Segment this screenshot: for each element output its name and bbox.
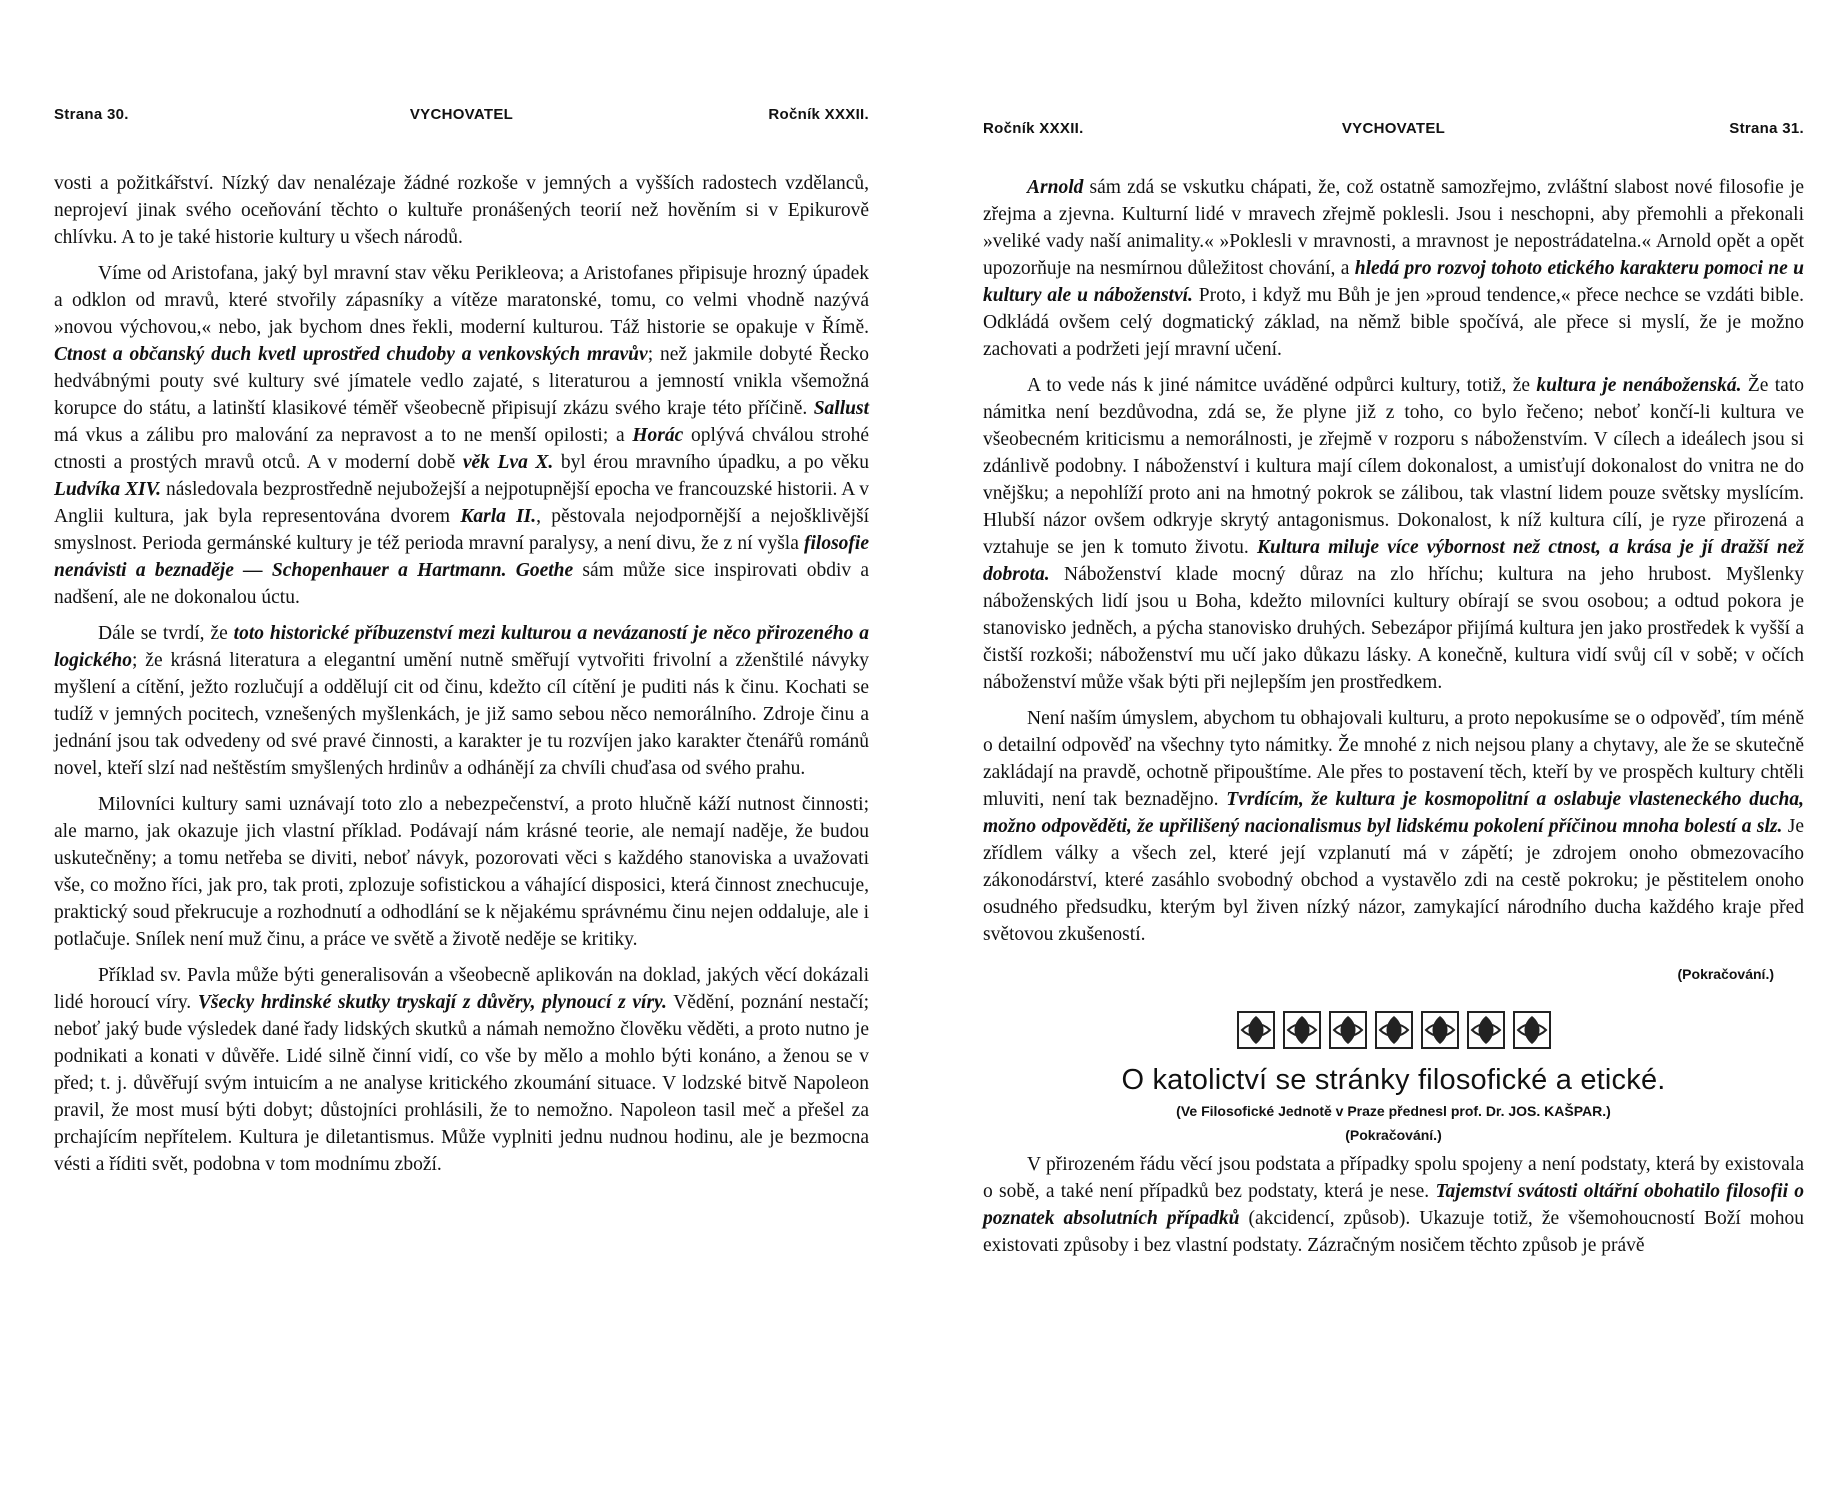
emphasis-text: toto historické příbuzenství mezi kulturou a nevázaností je něco přirozeného a logického (54, 623, 869, 671)
right-page-number: Strana 31. (1729, 120, 1804, 137)
paragraph (54, 962, 869, 1178)
right-running-head (983, 120, 1804, 154)
right-journal-title: VYCHOVATEL (1341, 120, 1446, 137)
article-continued: (Pokračování.) (1345, 1127, 1442, 1143)
text-run: Náboženství klade mocný důraz na zlo hříchu; kultura na jeho hrubost. Myšlenky náboženských lidí jsou u Boha, kdežto milovníci kultury obírají se svou osobou; a odtud pokora je stanovisko jedněch, a pýcha stanovisko druhých. Sebezápor přijímá kultura jen jako prostředek k vyšší a čistší rozkoši; náboženství mu učí jako důkazu lásky. A konečně, kultura vidí svůj cíl v sobě; v očích náboženství může však býti při nejlepším jen prostředkem. (983, 564, 1804, 693)
emphasis-text: Tvrdícím, že kultura je kosmopolitní a oslabuje vlasteneckého ducha, možno odpověděti, že upřilišený nacionalismus byl lidskému pokolení příčinou mnoha bolestí a slz. (983, 789, 1804, 837)
paragraph (54, 791, 869, 953)
text-run: následovala bezprostředně nejubožejší a nejpotupnější epocha ve francouzské historii. A v Anglii kultura, jak byla representována dvorem (54, 479, 869, 527)
paragraph (54, 260, 869, 611)
text-run: Není naším úmyslem, abychom tu obhajovali kulturu, a proto nepokusíme se o odpověď, tím méně o detailní odpověď na všechny tyto námitky. Že mnohé z nich nejsou plany a chytavy, ale že se skutečně zakládají na pravdě, ochotně připouštíme. Ale přes to postavení těch, kteří by ve prospěch kultury chtěli mluviti, není tak beznadějno. (983, 708, 1804, 810)
paragraph (983, 372, 1804, 696)
article-title: O katolictví se stránky filosofické a etické. (1121, 1064, 1666, 1096)
emphasis-text: kultura je nenáboženská. (1536, 375, 1742, 396)
text-run: Že tato námitka není bezdůvodna, zdá se, že plyne již z toho, co bylo řečeno; neboť končí-li kultura ve všeobecném kriticismu a nemorálnosti, je zřejmě v rozporu s náboženstvím. V cílech a ideálech jsou si zdánlivě podobny. I náboženství i kultura mají cílem dokonalost, a umisťují dokonalost do vnitra ne do vnějšku; a nepohlíží proto ani na hmotný pokrok se zálibou, tak vlastní lidem pouze světsky myslícím. Hlubší názor ovšem odkryje skrytý antagonismus. Dokonalost, k níž kultura cílí, je ryze přirozená a vztahuje se jen k tomuto životu. (983, 375, 1805, 558)
emphasis-text: Tajemství svátosti oltářní obohatilo filosofii o poznatek absolutních případků (983, 1181, 1804, 1229)
floral-ornament-icon (983, 1010, 1804, 1050)
text-run: Příklad sv. Pavla může býti generalisován a všeobecně aplikován na doklad, jakých věcí dokázali lidé horoucí víry. (54, 965, 869, 1013)
emphasis-text: hledá pro rozvoj tohoto etického karakteru pomoci ne u kultury ale u náboženství. (983, 258, 1805, 306)
emphasis-text: Sallust (813, 398, 869, 419)
text-run: Proto, i když mu Bůh je jen »proud tendence,« přece nechce se vzdáti bible. Odkládá ovšem celý dogmatický základ, na němž bible spočívá, ale přece si myslí, že je možno zachovati a podržeti její mravní učení. (983, 285, 1805, 360)
text-run: ; že krásná literatura a elegantní umění nutně směřují vytvořiti frivolní a zženštilé návyky myšlení a cítění, ježto rozlučují a oddělují cit od činu, kdežto cíl cítění je puditi nás k činu. Kochati se tudíž v jemných pocitech, vznešených myšlenkách, je již samo sebou něco nemorálního. Zdroje činu a jednání jsou tak odvedeny od své pravé činnosti, a karakter je tu rozvíjen jako karakter čtenářů románů novel, kteří slzí nad neštěstím smyšlených hrdinův a odhánějí za chvíli chuďasa od svého prahu. (54, 650, 869, 779)
emphasis-text: Kultura miluje více výbornost než ctnost, a krása je jí dražší než dobrota. (983, 537, 1804, 585)
floral-ornament-icon (1512, 1010, 1552, 1050)
text-run: Je zřídlem války a všech zel, které její vzplanutí má v zápětí; je zdrojem onoho obmezovacího zákonodárství, které zasáhlo svobodný obchod a vystavělo zdi na cestě pokroku; je pěstitelem onoho osudného předsudku, kterým byl živen nízký názor, zamykající národního ducha každého kraje před světovou zkušeností. (983, 816, 1804, 945)
text-run: byl érou mravního úpadku, a po věku (553, 452, 870, 473)
right-page (919, 0, 1838, 1500)
left-running-head (54, 106, 869, 140)
text-run: má vkus a zálibu pro malování za nepravost a to ne menší opilosti; a (54, 425, 633, 446)
text-run: sám může sice inspirovati obdiv a nadšení, ale ne dokonalou úctu. (54, 560, 870, 608)
floral-ornament-icon (1374, 1010, 1414, 1050)
right-volume: Ročník XXXII. (983, 120, 1084, 137)
emphasis-text: věk Lva X. (462, 452, 554, 473)
floral-ornament-icon (1282, 1010, 1322, 1050)
text-run: V přirozeném řádu věcí jsou podstata a případky spolu spojeny a není podstaty, která by existovala o sobě, a také není případků bez podstaty, která je nese. (983, 1154, 1804, 1202)
emphasis-text: Ctnost a občanský duch kvetl uprostřed chudoby a venkovských mravův (54, 344, 648, 365)
left-journal-title: VYCHOVATEL (409, 106, 514, 123)
paragraph (983, 705, 1804, 948)
left-page-number: Strana 30. (54, 106, 129, 123)
floral-ornament-icon (1328, 1010, 1368, 1050)
text-run: Milovníci kultury sami uznávají toto zlo a nebezpečenství, a proto hlučně káží nutnost činnosti; ale marno, jak okazuje jich vlastní příklad. Podávají nám krásné teorie, ale nemají naděje, že budou uskutečněny; a tomu netřeba se diviti, neboť návyk, pozorovati věci s každého stanoviska a uvažovati vše, co možno říci, jak pro, tak proti, zplozuje sofistickou a váhající disposici, která činnost znechucuje, praktický soud překrucuje a rozhodnutí a odhodlání se k nějakému správnému činu nejen oddaluje, ale i potlačuje. Snílek není muž činu, a práce ve světě a životě neděje se kritiky. (54, 794, 869, 950)
article-subtitle: (Ve Filosofické Jednotě v Praze přednesl prof. Dr. JOS. KAŠPAR.) (1176, 1103, 1611, 1119)
right-body-text (983, 174, 1804, 948)
text-run: vosti a požitkářství. Nízký dav nenalézaje žádné rozkoše v jemných a vyšších radostech vzdělanců, neprojeví jinak svého oceňování těchto o kultuře pronášených teorií než hověním si v Epikurově chlívku. A to je také historie kultury u všech národů. (54, 173, 869, 248)
emphasis-text: Ludvíka XIV. (54, 479, 161, 500)
left-volume: Ročník XXXII. (768, 106, 869, 123)
paragraph (54, 170, 869, 251)
text-run: Vědění, poznání nestačí; neboť jaký bude výsledek dané řady lidských skutků a námah nemožno člověku věděti, a proto nutno je podnikati a konati v důvěře. Lidé silně činní vidí, co vše by mělo a mohlo býti konáno, a ženou se v před; t. j. důvěřují svým intuicím a ne analyse kritického zkoumání situace. V lodzské bitvě Napoleon pravil, že most musí býti dobyt; důstojníci prohlásili, že to nemožno. Napoleon tasil meč a přešel za prchajícím nepřítelem. Kultura je diletantismus. Může vyplniti jednu nudnou hodinu, ale je bezmocna vésti a říditi svět, podobna v tom modnímu zboží. (54, 992, 870, 1175)
text-run: Víme od Aristofana, jaký byl mravní stav věku Perikleova; a Aristofanes připisuje hrozný úpadek a odklon od mravů, které stvořily zápasníky a vítěze maratonské, tomu, co velmi vhodně nazývá »novou výchovou,« nebo, jak bychom dnes řekli, moderní kulturou. Táž historie se opakuje v Římě. (54, 263, 869, 338)
paragraph (54, 620, 869, 782)
text-run: A to vede nás k jiné námitce uváděné odpůrci kultury, totiž, že (1027, 375, 1537, 396)
article-body-text (983, 1151, 1804, 1259)
floral-ornament-icon (1420, 1010, 1460, 1050)
emphasis-text: Arnold (1027, 177, 1084, 198)
floral-ornament-icon (1466, 1010, 1506, 1050)
left-body-text (54, 170, 869, 1178)
emphasis-text: Karla II. (460, 506, 537, 527)
text-run: , pěstovala nejodpornější a nejošklivější smyslnost. Perioda germánské kultury je též perioda mravní paralysy, a není divu, že z ní vyšla (54, 506, 869, 554)
emphasis-text: Všecky hrdinské skutky tryskají z důvěry, plynoucí z víry. (197, 992, 667, 1013)
emphasis-text: Horác (632, 425, 684, 446)
emphasis-text: filosofie nenávisti a beznaděje — Schopenhauer a Hartmann. Goethe (54, 533, 869, 581)
text-run: ; než jakmile dobyté Řecko hedvábnými pouty své kultury své jímatele vedlo zajaté, s literaturou a jemností vnikla všemožná korupce do státu, a latinští klasikové téměř všeobecně připisují zkázu svého kraje této příčině. (54, 344, 869, 419)
continued-note: (Pokračování.) (1677, 966, 1774, 982)
text-run: sám zdá se vskutku chápati, že, což ostatně samozřejmo, zvláštní slabost nové filosofie je zřejma a zjevna. Kulturní lidé v mravech zřejmě poklesli. Jsou i neschopni, aby přemohli a překonali »veliké vady naší animality.« »Poklesli v mravnosti, a mravnost je nepostrádatelna.« Arnold opět a opět upozorňuje na nesmírnou důležitost chování, a (983, 177, 1804, 279)
floral-ornament-icon (1236, 1010, 1276, 1050)
text-run: oplývá chválou strohé ctnosti a prostých mravů otců. A v moderní době (54, 425, 869, 473)
text-run: (akcidencí, způsob). Ukazuje totiž, že všemohoucností Boží mohou existovati způsoby i bez vlastní podstaty. Zázračným nosičem těchto způsob je právě (983, 1208, 1805, 1256)
paragraph (983, 174, 1804, 363)
text-run: Dále se tvrdí, že (98, 623, 234, 644)
paragraph (983, 1151, 1804, 1259)
